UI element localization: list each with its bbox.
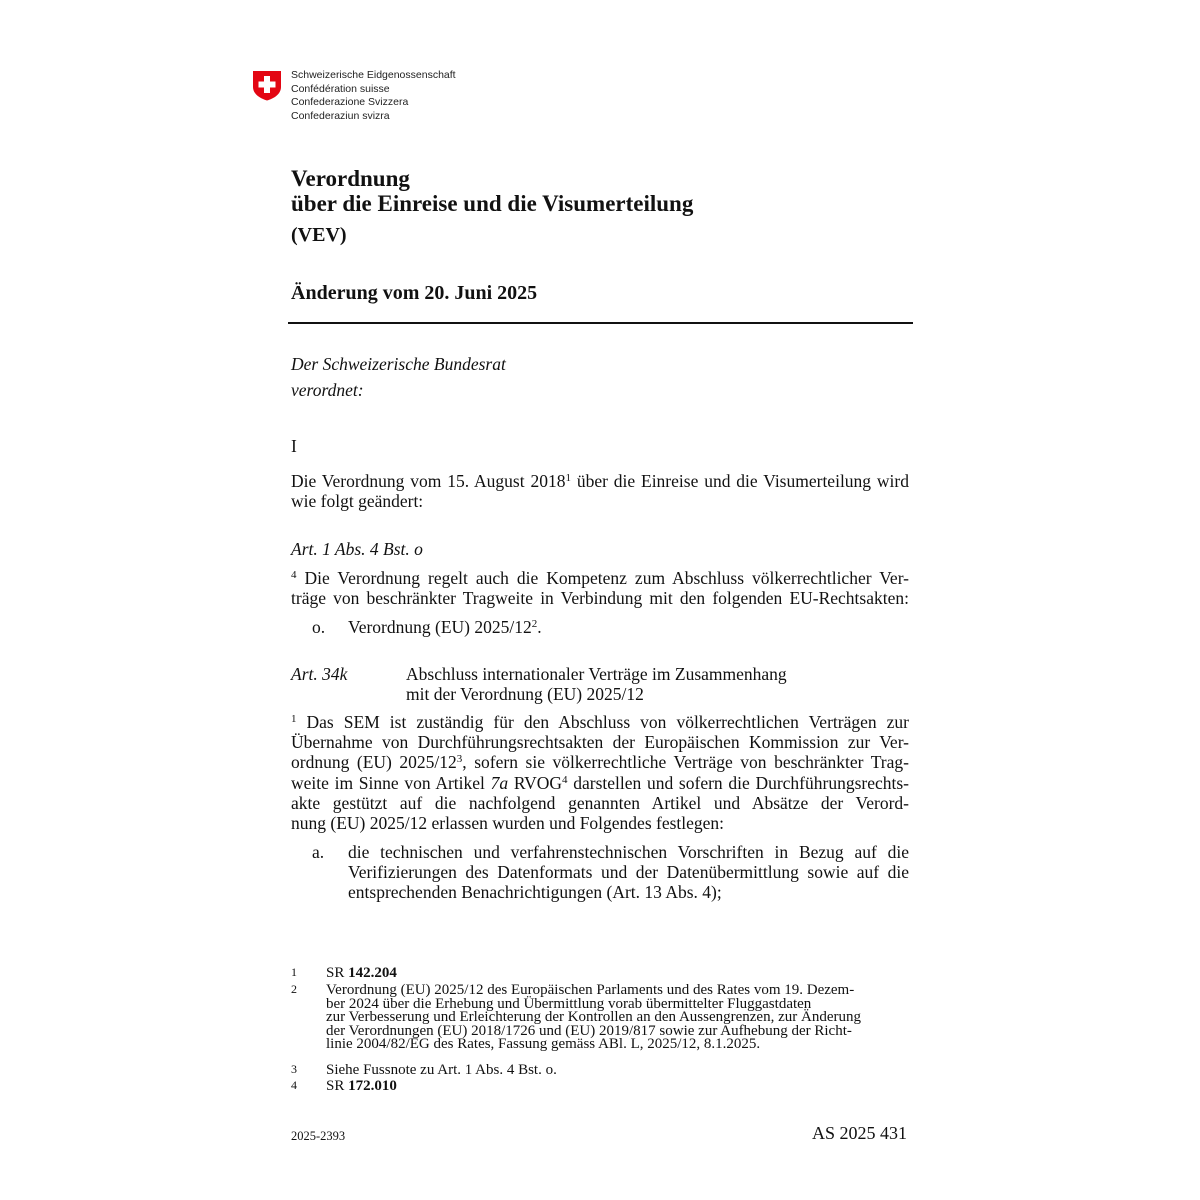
art34k-text-4c: darstellen und sofern die Durchführungsrechts- (567, 772, 910, 793)
art1-item-end: . (537, 617, 542, 637)
footnote-ref-1[interactable]: 1 (565, 472, 571, 484)
swiss-coat-of-arms-icon (252, 70, 282, 101)
footnote-4-number: 4 (291, 1078, 297, 1092)
art34k-item-line-2: Verifizierungen des Datenformats und der Datenübermittlung sowie auf die (348, 862, 909, 883)
art1-heading: Art. 1 Abs. 4 Bst. o (291, 539, 423, 559)
confederation-names (291, 69, 456, 123)
intro-line-2: wie folgt geändert: (291, 491, 424, 512)
title-line-1: Verordnung (291, 166, 410, 191)
footnote-3-number: 3 (291, 1062, 297, 1076)
footnote-4-text (326, 1080, 906, 1094)
footnote-1-prefix: SR (326, 965, 349, 981)
art34k-line-3 (291, 752, 909, 772)
footnote-3-text: Siehe Fussnote zu Art. 1 Abs. 4 Bst. o. (326, 1062, 557, 1078)
footnote-ref-3[interactable]: 3 (456, 753, 463, 766)
art1-item-text (348, 617, 909, 637)
footnote-2-number: 2 (291, 982, 297, 996)
art34k-paragraph (291, 712, 909, 833)
footnote-2-line-4: der Verordnungen (EU) 2018/1726 und (EU) 2019/817 sowie zur Aufhebung der Richt- (326, 1022, 852, 1039)
art34k-item-text (348, 842, 909, 903)
art34k-title-line-2: mit der Verordnung (EU) 2025/12 (406, 684, 644, 704)
confederation-fr: Confédération suisse (291, 82, 390, 95)
art34k-item-line-3: entsprechenden Benachrichtigungen (Art. 13 Abs. 4); (348, 882, 722, 903)
art1-text-1: Die Verordnung regelt auch die Kompetenz zum Abschluss völkerrechtlicher Ver- (296, 568, 909, 588)
art34k-line-6: nung (EU) 2025/12 erlassen wurden und Folgendes festlegen: (291, 813, 725, 834)
art34k-number: Art. 34k (291, 664, 348, 684)
footnote-1-number: 1 (291, 965, 297, 979)
art34k-item-line-1: die technischen und verfahrenstechnischen Vorschriften in Bezug auf die (348, 842, 909, 862)
confederation-rm: Confederaziun svizra (291, 109, 390, 122)
art34k-line-5: akte gestützt auf die nachfolgend genannten Artikel und Absätze der Verord- (291, 792, 909, 813)
footnote-4-sr-number: 172.010 (348, 1078, 397, 1094)
footnote-2-line-3: zur Verbesserung und Erleichterung der Kontrollen an den Aussengrenzen, zur Änderung (326, 1009, 861, 1026)
intro-text-b: über die Einreise und die Visumerteilung wird (570, 471, 909, 491)
art34k-text-3a: ordnung (EU) 2025/12 (291, 752, 457, 773)
confederation-it: Confederazione Svizzera (291, 96, 409, 109)
art34k-line-4 (291, 773, 909, 793)
intro-text-a: Die Verordnung vom 15. August 2018 (291, 471, 566, 491)
footnote-1-text (326, 967, 906, 981)
preamble-verb: verordnet: (291, 380, 364, 400)
title-line-2: über die Einreise und die Visumerteilung (291, 191, 694, 216)
title-divider (288, 322, 913, 324)
section-number: I (291, 436, 297, 456)
document-number: 2025-2393 (291, 1129, 346, 1143)
paragraph-number: 1 (291, 713, 297, 725)
footnote-2-line-5: linie 2004/82/EG des Rates, Fassung gemäss ABl. L, 2025/12, 8.1.2025. (326, 1036, 761, 1053)
amendment-date: Änderung vom 20. Juni 2025 (291, 282, 538, 304)
art34k-line-2: Übernahme von Durchführungsrechtsakten der Europäischen Kommission zur Ver- (291, 732, 909, 753)
footnote-2-line-1: Verordnung (EU) 2025/12 des Europäischen Parlaments und des Rates vom 19. Dezem- (326, 982, 855, 998)
art34k-text-1: Das SEM ist zuständig für den Abschluss von völkerrechtlichen Verträgen zur (296, 712, 909, 732)
art1-paragraph (291, 568, 909, 608)
intro-line-1 (291, 471, 909, 491)
art1-item-label: o. (312, 617, 326, 637)
art34k-title-line-1: Abschluss internationaler Verträge im Zusammenhang (406, 664, 787, 684)
footnote-ref-2[interactable]: 2 (531, 618, 538, 630)
confederation-de: Schweizerische Eidgenossenschaft (291, 69, 456, 81)
art1-line-1 (291, 568, 909, 588)
art34k-item-label: a. (312, 842, 325, 862)
art34k-text-4i: 7a (490, 772, 509, 793)
footnote-ref-4[interactable]: 4 (562, 773, 568, 786)
intro-paragraph (291, 471, 909, 511)
art34k-text-4a: weite im Sinne von Artikel (291, 772, 491, 793)
preamble-authority: Der Schweizerische Bundesrat (291, 354, 506, 374)
art1-item-body: Verordnung (EU) 2025/12 (348, 617, 532, 637)
footnote-1-sr-number: 142.204 (348, 965, 397, 981)
art34k-text-4b: RVOG (508, 772, 563, 793)
footnote-2-text (326, 984, 906, 1052)
official-collection-reference: AS 2025 431 (812, 1123, 908, 1143)
art34k-text-3b: , sofern sie völkerrechtliche Verträge von beschränkter Trag- (462, 752, 909, 773)
paragraph-number: 4 (291, 569, 297, 581)
footnote-2-line-2: ber 2024 über die Erhebung und Übermittlung vorab übermittelter Fluggastdaten (326, 995, 812, 1012)
footnote-4-prefix: SR (326, 1078, 349, 1094)
art34k-line-1 (291, 712, 909, 732)
art1-line-2: träge von beschränkter Tragweite in Verbindung mit den folgenden EU-Rechtsakten: (291, 588, 909, 609)
document-title (291, 166, 693, 216)
title-abbreviation: (VEV) (291, 224, 347, 246)
